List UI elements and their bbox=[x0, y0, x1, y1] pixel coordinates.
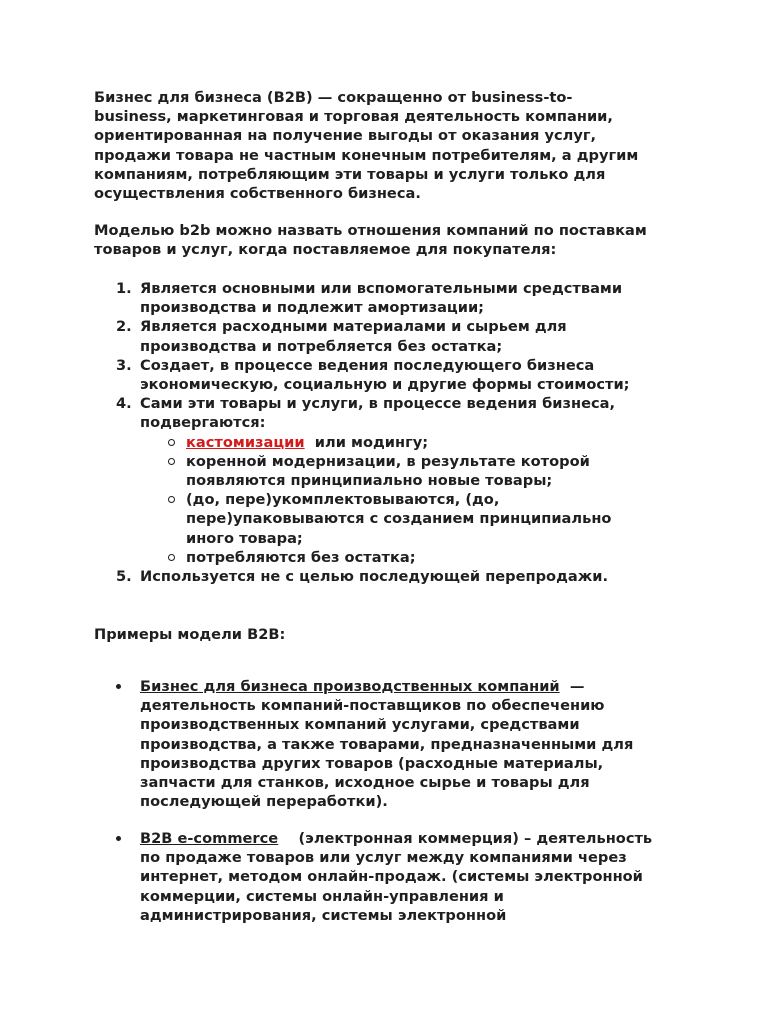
sub-item bbox=[140, 452, 694, 490]
example-line: производственных компаний услугами, средствами bbox=[140, 716, 580, 734]
criteria-item bbox=[94, 279, 694, 317]
example-line: производства, а также товарами, предназначенными для bbox=[140, 735, 634, 753]
intro-line: осуществления собственного бизнеса. bbox=[94, 185, 421, 203]
sub-item-text: или модингу; bbox=[304, 433, 429, 451]
example-item bbox=[94, 677, 694, 811]
circle-bullet-icon bbox=[168, 496, 175, 503]
intro-line: компаниям, потребляющим эти товары и услуги только для bbox=[94, 165, 606, 183]
example-line: коммерции, системы онлайн-управления и bbox=[140, 887, 504, 905]
model-line: товаров и услуг, когда поставляемое для покупателя: bbox=[94, 241, 557, 259]
customization-link[interactable]: кастомизации bbox=[186, 433, 305, 451]
example-first-line bbox=[140, 829, 694, 848]
sub-item-line: пере)упаковываются с созданием принципиально bbox=[186, 510, 612, 528]
criteria-line: Является расходными материалами и сырьем для bbox=[140, 318, 567, 336]
criteria-list bbox=[94, 279, 694, 586]
sub-item-line: появляются принципиально новые товары; bbox=[186, 472, 553, 490]
example-line: производства других товаров (расходные материалы, bbox=[140, 754, 604, 772]
criteria-number: 5. bbox=[116, 568, 132, 586]
example-item bbox=[94, 829, 694, 925]
example-first-line bbox=[140, 677, 694, 696]
circle-bullet-icon bbox=[168, 458, 175, 465]
example-rest: (электронная коммерция) – деятельность bbox=[278, 830, 653, 847]
criteria-line: экономическую, социальную и другие формы стоимости; bbox=[140, 376, 630, 394]
sub-item-line: иного товара; bbox=[186, 529, 303, 547]
criteria-item bbox=[94, 394, 694, 567]
criteria-line: Является основными или вспомогательными средствами bbox=[140, 280, 623, 297]
bullet-icon bbox=[116, 684, 121, 689]
intro-line: business, маркетинговая и торговая деятельность компании, bbox=[94, 108, 613, 126]
sub-item-line: коренной модернизации, в результате которой bbox=[186, 452, 590, 470]
intro-line: Бизнес для бизнеса (B2B) — сокращенно от business-to- bbox=[94, 89, 573, 106]
sub-item-line: потребляются без остатка; bbox=[186, 548, 416, 566]
criteria-item bbox=[94, 317, 694, 355]
intro-line: продажи товара не частным конечным потребителям, а другим bbox=[94, 146, 639, 164]
bullet-icon bbox=[116, 836, 121, 841]
example-line: деятельность компаний-поставщиков по обеспечению bbox=[140, 697, 605, 715]
example-term: Бизнес для бизнеса производственных компаний bbox=[140, 678, 560, 695]
examples-list-2 bbox=[94, 829, 694, 925]
sub-list bbox=[140, 433, 694, 567]
criteria-number: 4. bbox=[116, 395, 132, 413]
intro-line: ориентированная на получение выгоды от оказания услуг, bbox=[94, 127, 597, 145]
criteria-line: Используется не с целью последующей перепродажи. bbox=[140, 568, 609, 586]
example-line: запчасти для станков, исходное сырье и товары для bbox=[140, 774, 590, 792]
example-line: по продаже товаров или услуг между компаниями через bbox=[140, 849, 627, 867]
criteria-number: 2. bbox=[116, 318, 132, 336]
examples-heading: Примеры модели B2B: bbox=[94, 626, 286, 643]
criteria-item bbox=[94, 567, 694, 586]
example-dash: — bbox=[559, 678, 585, 695]
intro-paragraph bbox=[94, 88, 694, 203]
criteria-line: Создает, в процессе ведения последующего бизнеса bbox=[140, 356, 595, 374]
sub-item bbox=[140, 433, 694, 452]
circle-bullet-icon bbox=[168, 439, 175, 446]
criteria-number: 1. bbox=[116, 280, 132, 297]
criteria-number: 3. bbox=[116, 356, 132, 374]
example-term: B2B e-commerce bbox=[140, 830, 279, 847]
sub-item bbox=[140, 548, 694, 567]
sub-item-line: (до, пере)укомплектовываются, (до, bbox=[186, 491, 500, 509]
example-line: интернет, методом онлайн-продаж. (системы электронной bbox=[140, 868, 643, 886]
criteria-item bbox=[94, 356, 694, 394]
criteria-line: производства и подлежит амортизации; bbox=[140, 299, 485, 317]
criteria-line: производства и потребляется без остатка; bbox=[140, 337, 503, 355]
criteria-line: подвергаются: bbox=[140, 414, 266, 432]
criteria-line: Сами эти товары и услуги, в процессе ведения бизнеса, bbox=[140, 395, 616, 413]
model-line: Моделью b2b можно назвать отношения компаний по поставкам bbox=[94, 222, 647, 239]
sub-item bbox=[140, 490, 694, 548]
circle-bullet-icon bbox=[168, 554, 175, 561]
model-paragraph bbox=[94, 221, 694, 259]
examples-list-1 bbox=[94, 677, 694, 811]
example-line: администрирования, системы электронной bbox=[140, 906, 507, 924]
example-line: последующей переработки). bbox=[140, 793, 388, 811]
